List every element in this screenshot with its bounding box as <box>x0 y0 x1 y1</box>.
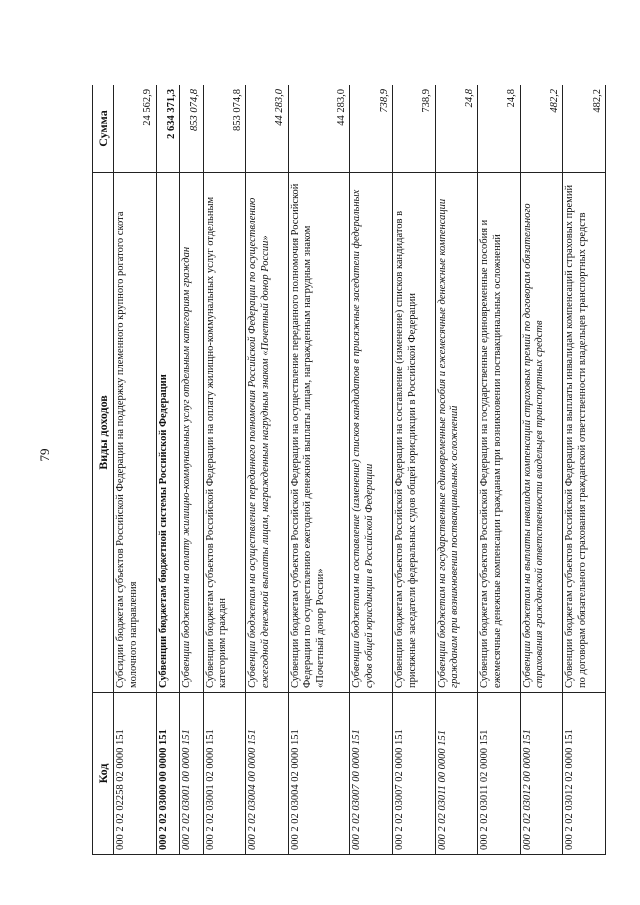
table-frame <box>92 85 606 855</box>
row-description: Субвенции бюджетам субъектов Российской Федерации на составление (изменение) списков кандидатов в присяжные заседатели федеральных судов общей юрисдикции в Российской Федерации <box>393 173 436 693</box>
row-code: 000 2 02 03001 02 0000 151 <box>203 693 246 855</box>
row-description: Субвенции бюджетам на осуществление переданного полномочия Российской Федерации по осуществлению ежегодной денежной выплаты лицам, награжденным нагрудным знаком «Почетный донор России» <box>246 173 289 693</box>
table-row <box>563 85 606 855</box>
row-code: 000 2 02 03011 02 0000 151 <box>478 693 521 855</box>
row-sum: 24,8 <box>435 85 478 173</box>
table-row <box>180 85 204 855</box>
row-description: Субвенции бюджетам на оплату жилищно-коммунальных услуг отдельным категориям граждан <box>180 173 204 693</box>
row-sum: 738,9 <box>350 85 393 173</box>
row-description: Субвенции бюджетам на выплаты инвалидам компенсаций страховых премий по договорам обязательного страхования гражданской ответственности владельцев транспортных средств <box>520 173 563 693</box>
row-code: 000 2 02 03004 02 0000 151 <box>288 693 350 855</box>
header-sum: Сумма <box>93 85 114 173</box>
table-row <box>203 85 246 855</box>
table-row <box>520 85 563 855</box>
header-description: Виды доходов <box>93 173 114 693</box>
row-sum: 482,2 <box>520 85 563 173</box>
row-code: 000 2 02 03007 02 0000 151 <box>393 693 436 855</box>
table-body <box>114 85 606 855</box>
row-code: 000 2 02 03011 00 0000 151 <box>435 693 478 855</box>
row-description: Субвенции бюджетам субъектов Российской Федерации на выплаты инвалидам компенсаций страховых премий по договорам обязательного страхования гражданской ответственности владельцев транспортных средств <box>563 173 606 693</box>
row-description: Субсидии бюджетам субъектов Российской Федерации на поддержку племенного крупного рогатого скота молочного направления <box>114 173 157 693</box>
revenue-table <box>92 85 606 855</box>
row-code: 000 2 02 03012 02 0000 151 <box>563 693 606 855</box>
row-sum: 853 074,8 <box>203 85 246 173</box>
row-sum: 44 283,0 <box>246 85 289 173</box>
row-code: 000 2 02 03004 00 0000 151 <box>246 693 289 855</box>
table-row <box>246 85 289 855</box>
row-sum: 482,2 <box>563 85 606 173</box>
page-number: 79 <box>37 448 52 462</box>
row-sum: 738,9 <box>393 85 436 173</box>
row-description: Субвенции бюджетам субъектов Российской Федерации на государственные единовременные пособия и ежемесячные денежные компенсации гражданам при возникновении поствакцинальных осложнений <box>478 173 521 693</box>
table-row <box>350 85 393 855</box>
row-code: 000 2 02 03012 00 0000 151 <box>520 693 563 855</box>
row-sum: 853 074,8 <box>180 85 204 173</box>
row-sum: 2 634 371,3 <box>156 85 180 173</box>
table-header-row <box>93 85 114 855</box>
row-sum: 24 562,9 <box>114 85 157 173</box>
row-description: Субвенции бюджетам на составление (изменение) списков кандидатов в присяжные заседатели федеральных судов общей юрисдикции в Российской Федерации <box>350 173 393 693</box>
row-code: 000 2 02 03001 00 0000 151 <box>180 693 204 855</box>
row-code: 000 2 02 03000 00 0000 151 <box>156 693 180 855</box>
table-row <box>435 85 478 855</box>
table-row <box>114 85 157 855</box>
row-code: 000 2 02 03007 00 0000 151 <box>350 693 393 855</box>
row-sum: 44 283,0 <box>288 85 350 173</box>
table-row <box>478 85 521 855</box>
row-description: Субвенции бюджетам бюджетной системы Российской Федерации <box>156 173 180 693</box>
row-description: Субвенции бюджетам субъектов Российской Федерации на оплату жилищно-коммунальных услуг отдельным категориям граждан <box>203 173 246 693</box>
table-row <box>288 85 350 855</box>
row-description: Субвенции бюджетам субъектов Российской Федерации на осуществление переданного полномочия Российской Федерации по осуществлению ежегодной денежной выплаты лицам, награжденным нагрудным знаком «Почетный донор России» <box>288 173 350 693</box>
row-code: 000 2 02 02258 02 0000 151 <box>114 693 157 855</box>
table-row <box>156 85 180 855</box>
row-sum: 24,8 <box>478 85 521 173</box>
table-row <box>393 85 436 855</box>
row-description: Субвенции бюджетам на государственные единовременные пособия и ежемесячные денежные компенсации гражданам при возникновении поствакцинальных осложнений <box>435 173 478 693</box>
header-code: Код <box>93 693 114 855</box>
